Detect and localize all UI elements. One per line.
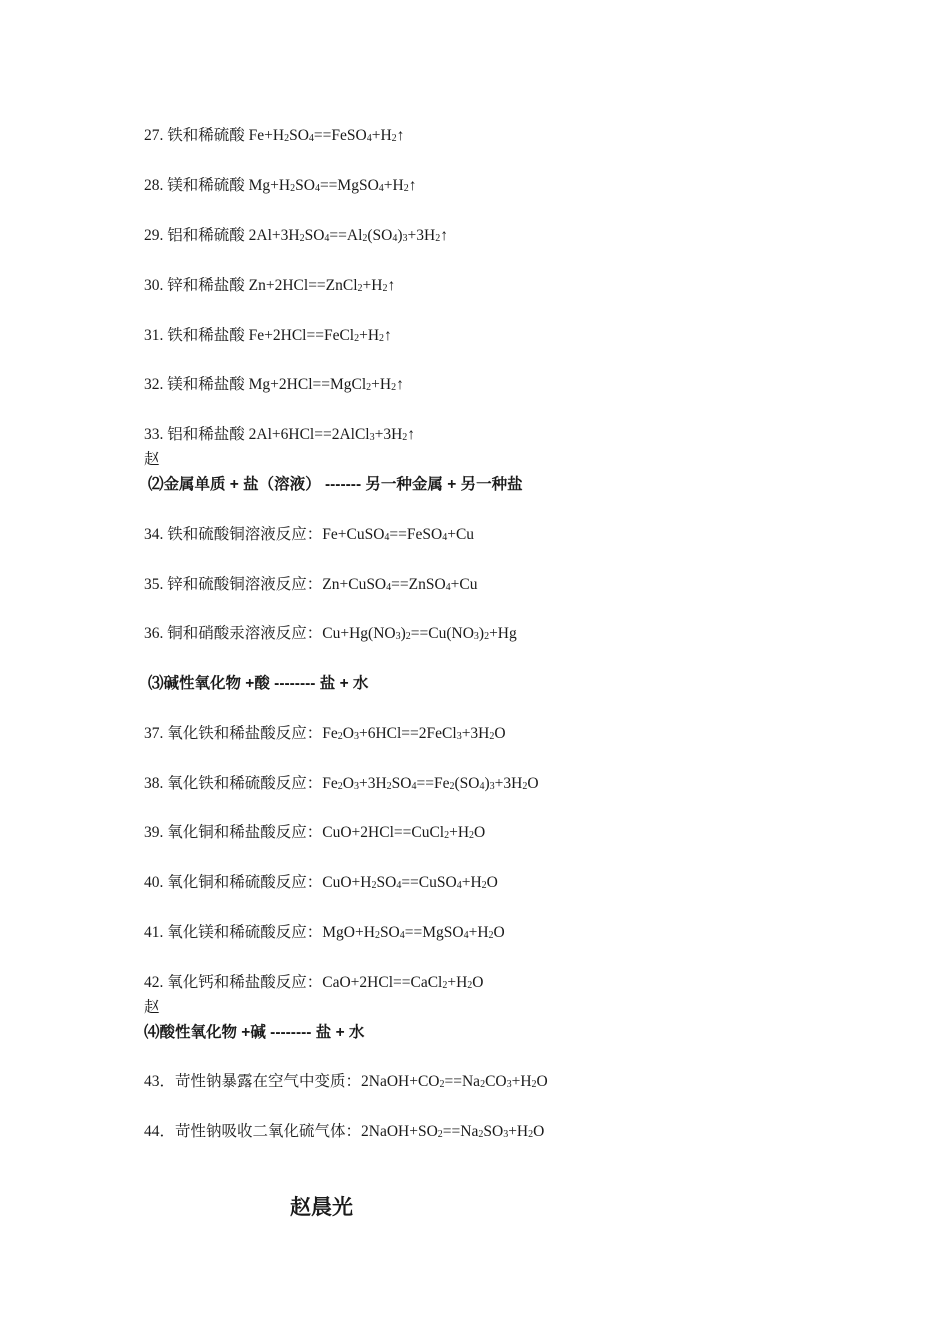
equation-line (144, 624, 517, 644)
equation-formula: $Fe+2HCl==FeCl_2+H_2↑$ (248, 327, 392, 344)
equation-label: 29. 铝和稀硫酸 (144, 227, 249, 244)
equation-line (144, 973, 484, 993)
equation-formula: $2Al+3H_2SO_4==Al_2(SO_4)_3+3H_2↑$ (248, 227, 448, 244)
equation-label: 42. 氧化钙和稀盐酸反应： (144, 974, 323, 991)
equation-label: 38. 氧化铁和稀硫酸反应： (144, 775, 323, 792)
section-heading-basic-oxide-acid: ⑶碱性氧化物 +酸 -------- 盐 + 水 (148, 675, 369, 692)
equation-label: 39. 氧化铜和稀盐酸反应： (144, 824, 323, 841)
author-signature: 赵晨光 (290, 1196, 353, 1219)
margin-note: 赵 (144, 451, 160, 468)
equation-label: 36. 铜和硝酸汞溶液反应： (144, 625, 323, 642)
equation-formula: $Mg+H_2SO_4==MgSO_4+H_2↑$ (248, 177, 417, 194)
equation-formula: Zn+CuSO$_4$==ZnSO$_4$+Cu (322, 576, 478, 593)
equation-label: 43．苛性钠暴露在空气中变质： (144, 1073, 362, 1090)
equation-label: 33. 铝和稀盐酸 (144, 426, 249, 443)
equation-label: 30. 锌和稀盐酸 (144, 277, 249, 294)
equation-label: 44．苛性钠吸收二氧化硫气体： (144, 1123, 362, 1140)
equation-line (144, 724, 506, 744)
equation-label: 41. 氧化镁和稀硫酸反应： (144, 924, 323, 941)
equation-label: 28. 镁和稀硫酸 (144, 177, 249, 194)
equation-formula: $Mg+2HCl==MgCl_2+H_2↑$ (248, 376, 404, 393)
equation-formula: $2Al+6HCl==2AlCl_3+3H_2↑$ (248, 426, 416, 443)
equation-formula: $Zn+2HCl==ZnCl_2+H_2↑$ (248, 277, 396, 294)
equation-formula: $Cu+Hg(NO_3)_2==Cu(NO_3)_2+Hg$ (322, 625, 517, 642)
equation-label: 32. 镁和稀盐酸 (144, 376, 249, 393)
equation-formula: Fe+CuSO$_4$==FeSO$_4$+Cu (322, 526, 475, 543)
equation-formula: $2NaOH+SO_2==Na_2SO_3+H_2O$ (361, 1123, 545, 1140)
equation-line (144, 1072, 548, 1092)
equation-label: 34. 铁和硫酸铜溶液反应： (144, 526, 323, 543)
section-heading-acidic-oxide-base: ⑷酸性氧化物 +碱 -------- 盐 + 水 (144, 1024, 365, 1041)
equation-formula: $CaO+2HCl==CaCl_2+H_2O$ (322, 974, 484, 991)
equation-label: 35. 锌和硫酸铜溶液反应： (144, 576, 323, 593)
equation-line (144, 575, 478, 595)
equation-line (144, 425, 415, 445)
margin-note: 赵 (144, 999, 160, 1016)
equation-line (144, 126, 404, 146)
equation-label: 37. 氧化铁和稀盐酸反应： (144, 725, 323, 742)
equation-line (144, 226, 448, 246)
section-heading-metal-salt: ⑵金属单质 + 盐（溶液） ------- 另一种金属 + 另一种盐 (148, 476, 523, 493)
equation-line (144, 375, 404, 395)
equation-line (144, 176, 416, 196)
equation-formula: $MgO+H_2SO_4==MgSO_4+H_2O$ (322, 924, 505, 941)
equation-line (144, 326, 392, 346)
equation-formula: $Fe_2O_3+6HCl==2FeCl_3+3H_2O$ (322, 725, 506, 742)
equation-line (144, 823, 485, 843)
equation-formula: $CuO+2HCl==CuCl_2+H_2O$ (322, 824, 486, 841)
equation-label: 31. 铁和稀盐酸 (144, 327, 249, 344)
equation-formula: $2NaOH+CO_2==Na_2CO_3+H_2O$ (361, 1073, 548, 1090)
equation-line (144, 923, 505, 943)
equation-line (144, 525, 474, 545)
equation-label: 27. 铁和稀硫酸 (144, 127, 249, 144)
equation-line (144, 774, 539, 794)
equation-line (144, 1122, 544, 1142)
equation-line (144, 276, 395, 296)
equation-formula: $Fe_2O_3+3H_2SO_4==Fe_2(SO_4)_3+3H_2O$ (322, 775, 539, 792)
equation-line (144, 873, 498, 893)
equation-label: 40. 氧化铜和稀硫酸反应： (144, 874, 323, 891)
equation-formula: $CuO+H_2SO_4==CuSO_4+H_2O$ (322, 874, 498, 891)
equation-formula: $Fe+H_2SO_4==FeSO_4+H_2↑$ (248, 127, 405, 144)
